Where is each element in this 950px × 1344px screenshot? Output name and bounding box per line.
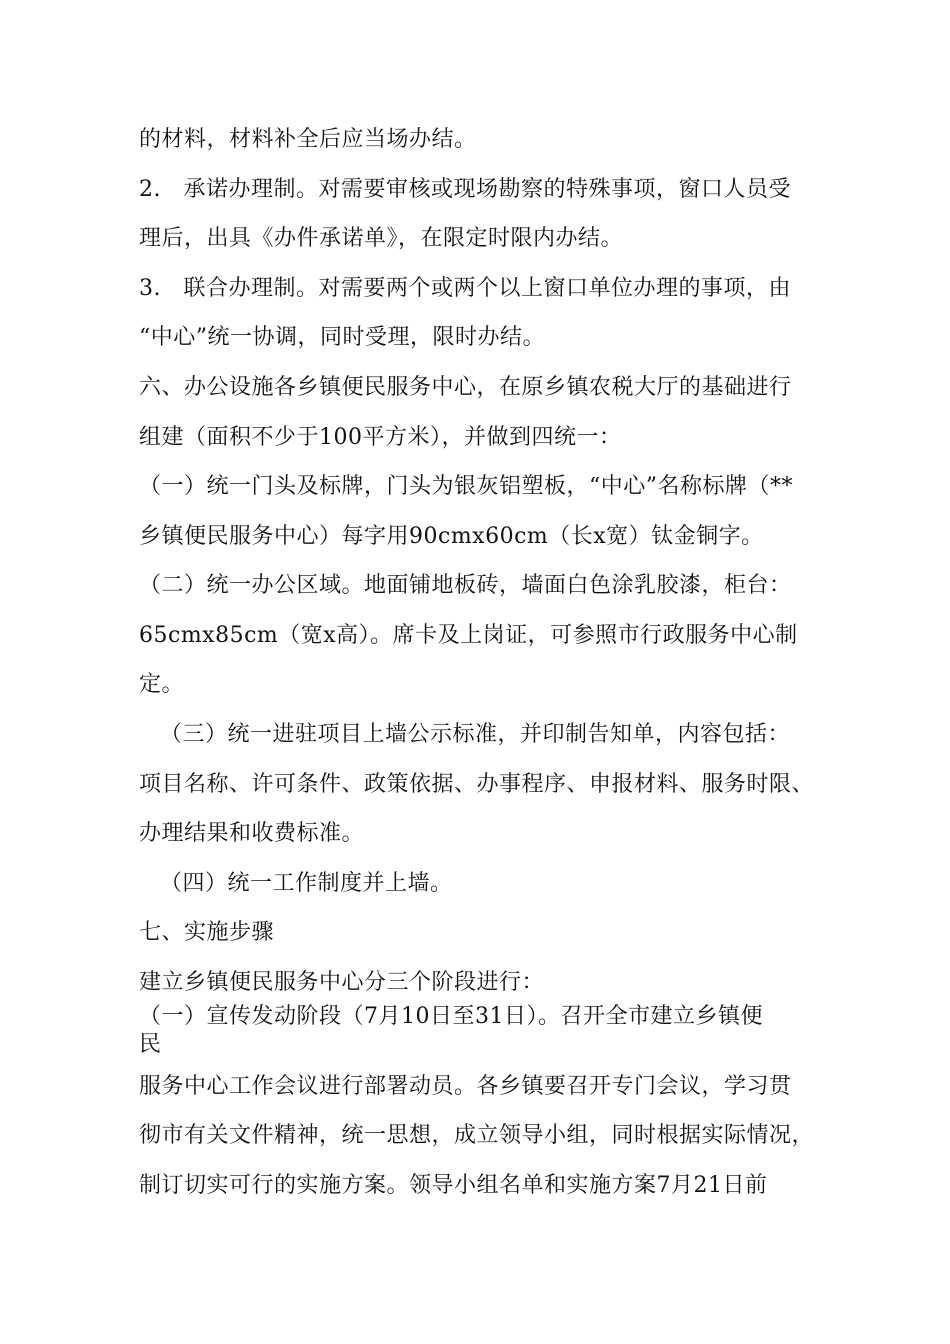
text-line: 办理结果和收费标准。 [139,821,365,846]
text-line: （一）宣传发动阶段（7月10日至31日）。召开全市建立乡镇便 [139,1004,763,1029]
text-line: 彻市有关文件精神，统一思想，成立领导小组，同时根据实际情况， [139,1123,815,1148]
text-line: （四）统一工作制度并上墙。 [160,871,453,896]
section-heading: 七、实施步骤 [139,920,275,945]
text-line: 服务中心工作会议进行部署动员。各乡镇要召开专门会议，学习贯 [139,1074,792,1099]
text-line: 65cmx85cm（宽x高）。席卡及上岗证，可参照市行政服务中心制 [139,623,798,648]
text-line: 六、办公设施各乡镇便民服务中心，在原乡镇农税大厅的基础进行 [139,375,792,400]
text-line: 制订切实可行的实施方案。领导小组名单和实施方案7月21日前 [139,1173,768,1198]
text-line: 民 [139,1032,162,1057]
text-line: 组建（面积不少于100平方米），并做到四统一： [139,425,622,450]
text-line: （一）统一门头及标牌，门头为银灰铝塑板，“中心”名称标牌（** [139,474,793,499]
text-line: 2. 承诺办理制。对需要审核或现场勘察的特殊事项，窗口人员受 [139,177,791,202]
text-line: （二）统一办公区域。地面铺地板砖，墙面白色涂乳胶漆，柜台： [139,573,792,598]
text-line: “中心”统一协调，同时受理，限时办结。 [139,325,545,350]
text-line: 定。 [139,672,185,697]
text-line: 理后，出具《办件承诺单》，在限定时限内办结。 [139,226,624,251]
text-line: 乡镇便民服务中心）每字用90cmx60cm（长x宽）钛金铜字。 [139,524,764,549]
text-line: 3. 联合办理制。对需要两个或两个以上窗口单位办理的事项，由 [139,276,791,301]
text-line: （三）统一进驻项目上墙公示标准，并印制告知单，内容包括： [160,722,791,747]
text-line: 的材料，材料补全后应当场办结。 [139,127,477,152]
text-line: 项目名称、许可条件、政策依据、办事程序、申报材料、服务时限、 [139,772,815,797]
text-line: 建立乡镇便民服务中心分三个阶段进行： [139,970,545,995]
